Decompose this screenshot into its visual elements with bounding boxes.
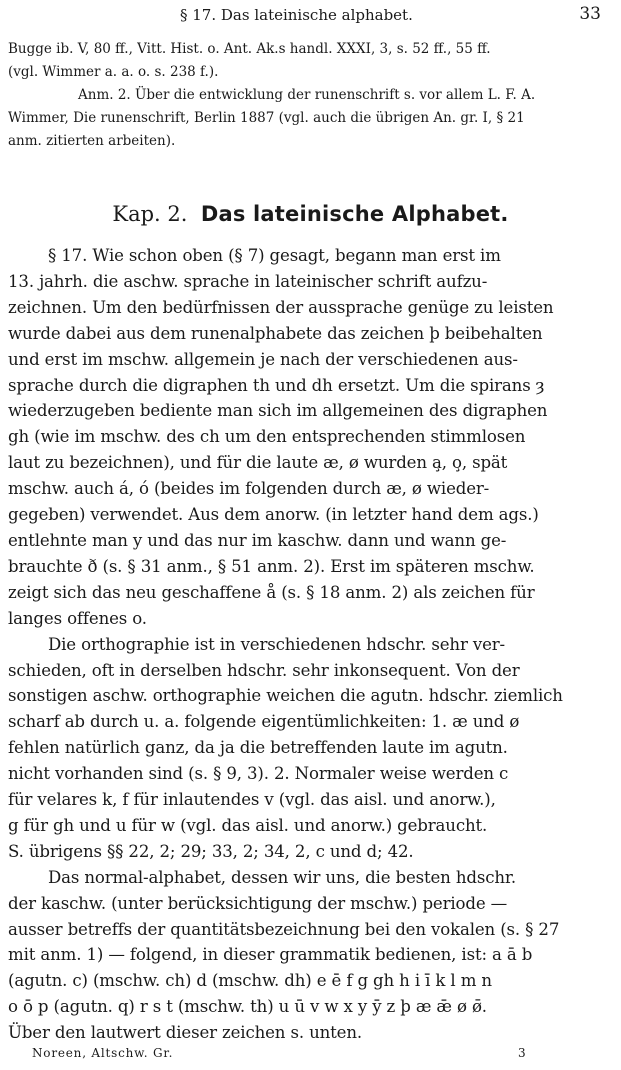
text-line: gegeben) verwendet. Aus dem anorw. (in letzter hand dem ags.) <box>8 505 539 525</box>
text-line: fehlen natürlich ganz, da ja die betreffenden laute im agutn. <box>8 738 508 758</box>
text-line: wurde dabei aus dem runenalphabete das zeichen þ beibehalten <box>8 323 543 343</box>
text-line: zeigt sich das neu geschaffene å (s. § 18 anm. 2) als zeichen für <box>8 582 535 602</box>
footnote-continuation <box>8 38 604 153</box>
text-line: g für gh und u für w (vgl. das aisl. und anorw.) gebraucht. <box>8 815 488 835</box>
chapter-heading <box>0 202 621 226</box>
text-line: S. übrigens §§ 22, 2; 29; 33, 2; 34, 2, c und d; 42. <box>8 841 414 861</box>
chapter-title: Das lateinische Alphabet. <box>200 202 509 226</box>
text-line: nicht vorhanden sind (s. § 9, 3). 2. Normaler weise werden c <box>8 764 509 784</box>
text-line: laut zu bezeichnen), und für die laute æ, ø wurden a̧, o̧, spät <box>8 453 508 473</box>
signature-line-author: Noreen, Altschw. Gr. <box>32 1046 174 1060</box>
text-line: brauchte ð (s. § 31 anm., § 51 anm. 2). Erst im späteren mschw. <box>8 556 535 576</box>
chapter-number: Kap. 2. <box>112 202 188 226</box>
text-line: und erst im mschw. allgemein je nach der verschiedenen aus- <box>8 349 518 369</box>
text-line: gh (wie im mschw. des ch um den entsprechenden stimmlosen <box>8 427 526 447</box>
section-17-text <box>8 243 604 1046</box>
page-number: 33 <box>579 4 601 24</box>
text-line: Bugge ib. V, 80 ff., Vitt. Hist. o. Ant. Ak.s handl. XXXI, 3, s. 52 ff., 55 ff. <box>8 41 491 57</box>
text-line: entlehnte man y und das nur im kaschw. dann und wann ge- <box>8 530 507 550</box>
text-line: ausser betreffs der quantitätsbezeichnung bei den vokalen (s. § 27 <box>8 919 560 939</box>
text-line: Über den lautwert dieser zeichen s. unten. <box>8 1023 363 1043</box>
text-line: mschw. auch á, ó (beides im folgenden durch æ, ø wieder- <box>8 479 490 499</box>
text-line: Das normal-alphabet, dessen wir uns, die besten hdschr. <box>48 867 516 887</box>
sheet-signature: 3 <box>518 1046 526 1060</box>
text-line: sprache durch die digraphen th und dh ersetzt. Um die spirans ȝ <box>8 375 545 395</box>
text-line: Anm. 2. Über die entwicklung der runenschrift s. vor allem L. F. A. <box>78 87 536 103</box>
text-line: anm. zitierten arbeiten). <box>8 133 176 149</box>
text-line: Die orthographie ist in verschiedenen hdschr. sehr ver- <box>48 634 506 654</box>
text-line: Wimmer, Die runenschrift, Berlin 1887 (vgl. auch die übrigen An. gr. I, § 21 <box>8 110 525 126</box>
text-line: mit anm. 1) — folgend, in dieser grammatik bedienen, ist: a ā b <box>8 945 533 965</box>
text-line: wiederzugeben bediente man sich im allgemeinen des digraphen <box>8 401 548 421</box>
text-line: (vgl. Wimmer a. a. o. s. 238 f.). <box>8 64 219 80</box>
text-line: o ō p (agutn. q) r s t (mschw. th) u ū v w x y ȳ z þ æ ǣ ø ø̄. <box>8 997 487 1017</box>
text-line: zeichnen. Um den bedürfnissen der aussprache genüge zu leisten <box>8 297 554 317</box>
page-footer <box>10 1046 611 1064</box>
text-line: scharf ab durch u. a. folgende eigentümlichkeiten: 1. æ und ø <box>8 712 520 732</box>
text-line: 13. jahrh. die aschw. sprache in lateinischer schrift aufzu- <box>8 271 488 291</box>
text-line: langes offenes o. <box>8 608 147 628</box>
running-title: § 17. Das lateinische alphabet. <box>180 6 413 24</box>
text-line: sonstigen aschw. orthographie weichen die agutn. hdschr. ziemlich <box>8 686 563 706</box>
text-line: für velares k, f für inlautendes v (vgl. das aisl. und anorw.), <box>8 790 496 810</box>
text-line: schieden, oft in derselben hdschr. sehr inkonsequent. Von der <box>8 660 520 680</box>
text-line: der kaschw. (unter berücksichtigung der mschw.) periode — <box>8 893 508 913</box>
text-line: (agutn. c) (mschw. ch) d (mschw. dh) e ē f g gh h i ī k l m n <box>8 971 492 991</box>
running-header <box>10 4 611 26</box>
text-line: § 17. Wie schon oben (§ 7) gesagt, begann man erst im <box>48 246 501 265</box>
